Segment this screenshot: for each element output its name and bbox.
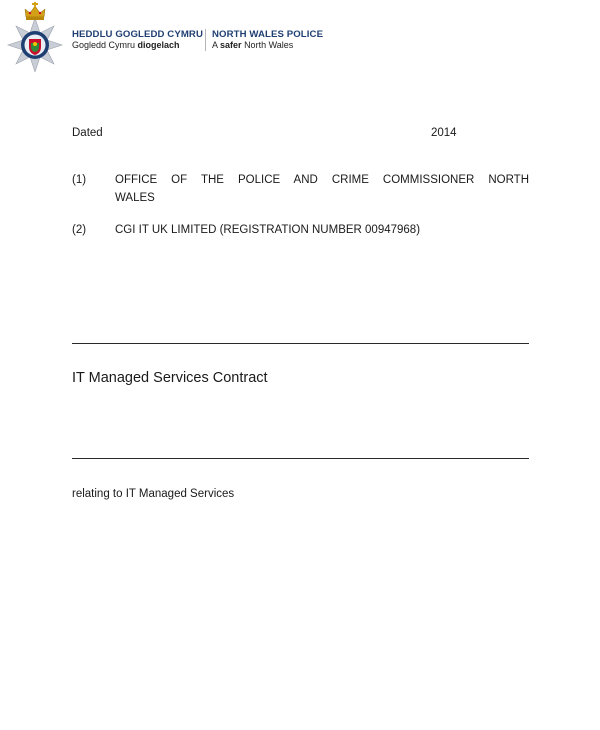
brand-english-tagline-prefix: A — [212, 40, 218, 50]
party-number: (2) — [72, 224, 87, 236]
dated-label: Dated — [72, 127, 103, 139]
party-item-1 — [72, 171, 529, 207]
brand-divider — [205, 29, 206, 51]
party-name: OFFICE OF THE POLICE AND CRIME COMMISSIONER NORTH — [115, 174, 529, 186]
brand-welsh-tagline — [72, 40, 203, 51]
brand-english-tagline — [212, 40, 323, 51]
contract-subtitle: relating to IT Managed Services — [72, 488, 235, 500]
brand-english-tagline-bold: safer — [220, 40, 242, 50]
party-number: (1) — [72, 174, 87, 186]
brand-welsh-tagline-bold: diogelach — [137, 40, 180, 50]
party-name-continued: WALES — [115, 192, 155, 204]
dated-year: 2014 — [431, 127, 457, 139]
police-crest-icon — [4, 2, 66, 72]
brand-welsh-tagline-prefix: Gogledd Cymru — [72, 40, 136, 50]
brand-welsh-name: HEDDLU GOGLEDD CYMRU — [72, 29, 203, 40]
brand-welsh — [72, 29, 203, 51]
brand-english-tagline-suffix: North Wales — [244, 40, 294, 50]
title-bottom-rule — [72, 458, 529, 459]
brand-english-name: NORTH WALES POLICE — [212, 29, 324, 40]
page-header — [0, 0, 600, 72]
party-name: CGI IT UK LIMITED (REGISTRATION NUMBER 00947968) — [115, 224, 421, 236]
title-top-rule — [72, 343, 529, 344]
brand-english — [212, 29, 323, 51]
party-item-2 — [72, 221, 529, 239]
contract-title: IT Managed Services Contract — [72, 370, 268, 386]
